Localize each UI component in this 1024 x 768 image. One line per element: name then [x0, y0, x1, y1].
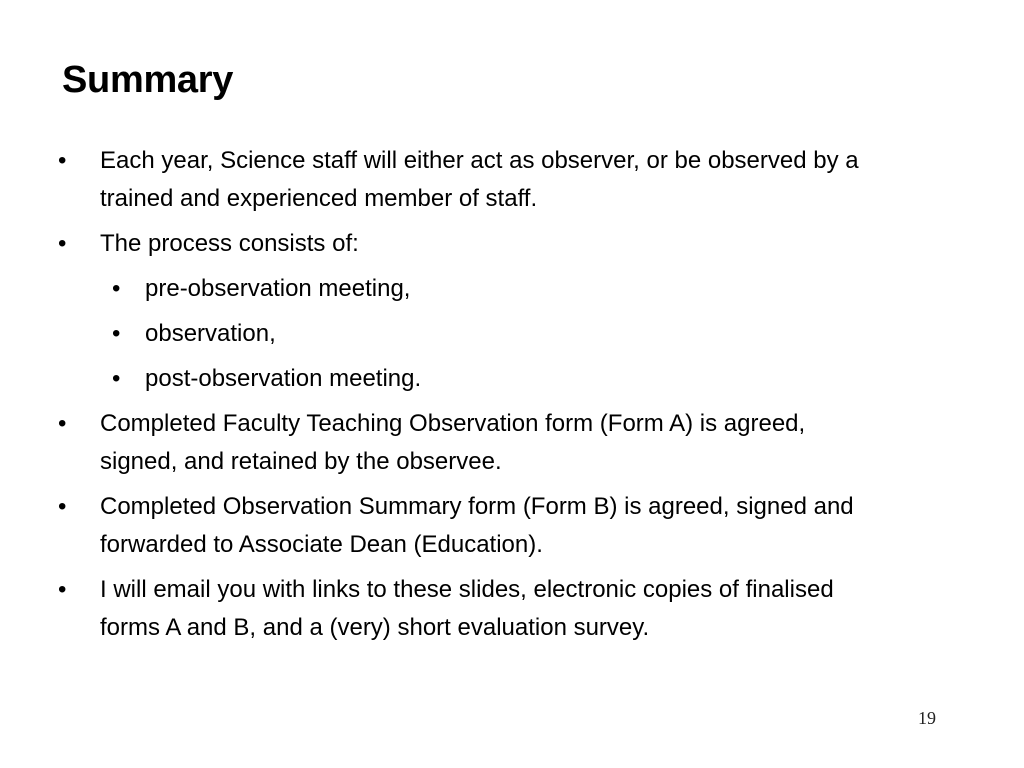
bullet-dot-icon: • — [58, 147, 67, 174]
sub-bullet-item — [0, 360, 880, 398]
sub-bullet-item — [0, 270, 880, 308]
bullet-text: Completed Observation Summary form (Form B) is agreed, signed and forwarded to Associate Dean (Education). — [100, 493, 854, 558]
sub-bullet-item — [0, 315, 880, 353]
bullet-item — [0, 405, 880, 481]
bullet-text: observation, — [145, 320, 276, 347]
bullet-dot-icon: • — [112, 275, 121, 302]
bullet-list — [0, 142, 1024, 654]
bullet-text: Completed Faculty Teaching Observation form (Form A) is agreed, signed, and retained by the observee. — [100, 410, 806, 475]
bullet-item — [0, 225, 880, 263]
bullet-item — [0, 571, 880, 647]
bullet-item — [0, 142, 880, 218]
bullet-text: post-observation meeting. — [145, 365, 422, 392]
bullet-item — [0, 488, 880, 564]
bullet-dot-icon: • — [58, 230, 67, 257]
page-number: 19 — [918, 708, 936, 728]
bullet-dot-icon: • — [58, 493, 67, 520]
bullet-dot-icon: • — [112, 365, 121, 392]
bullet-dot-icon: • — [112, 320, 121, 347]
bullet-text: Each year, Science staff will either act as observer, or be observed by a trained and experienced member of staff. — [100, 147, 859, 212]
bullet-text: pre-observation meeting, — [145, 275, 411, 302]
bullet-dot-icon: • — [58, 576, 67, 603]
bullet-text: I will email you with links to these slides, electronic copies of finalised forms A and B, and a (very) short evaluation survey. — [100, 576, 834, 641]
bullet-text: The process consists of: — [100, 230, 359, 257]
bullet-dot-icon: • — [58, 410, 67, 437]
slide-title: Summary — [62, 59, 234, 101]
